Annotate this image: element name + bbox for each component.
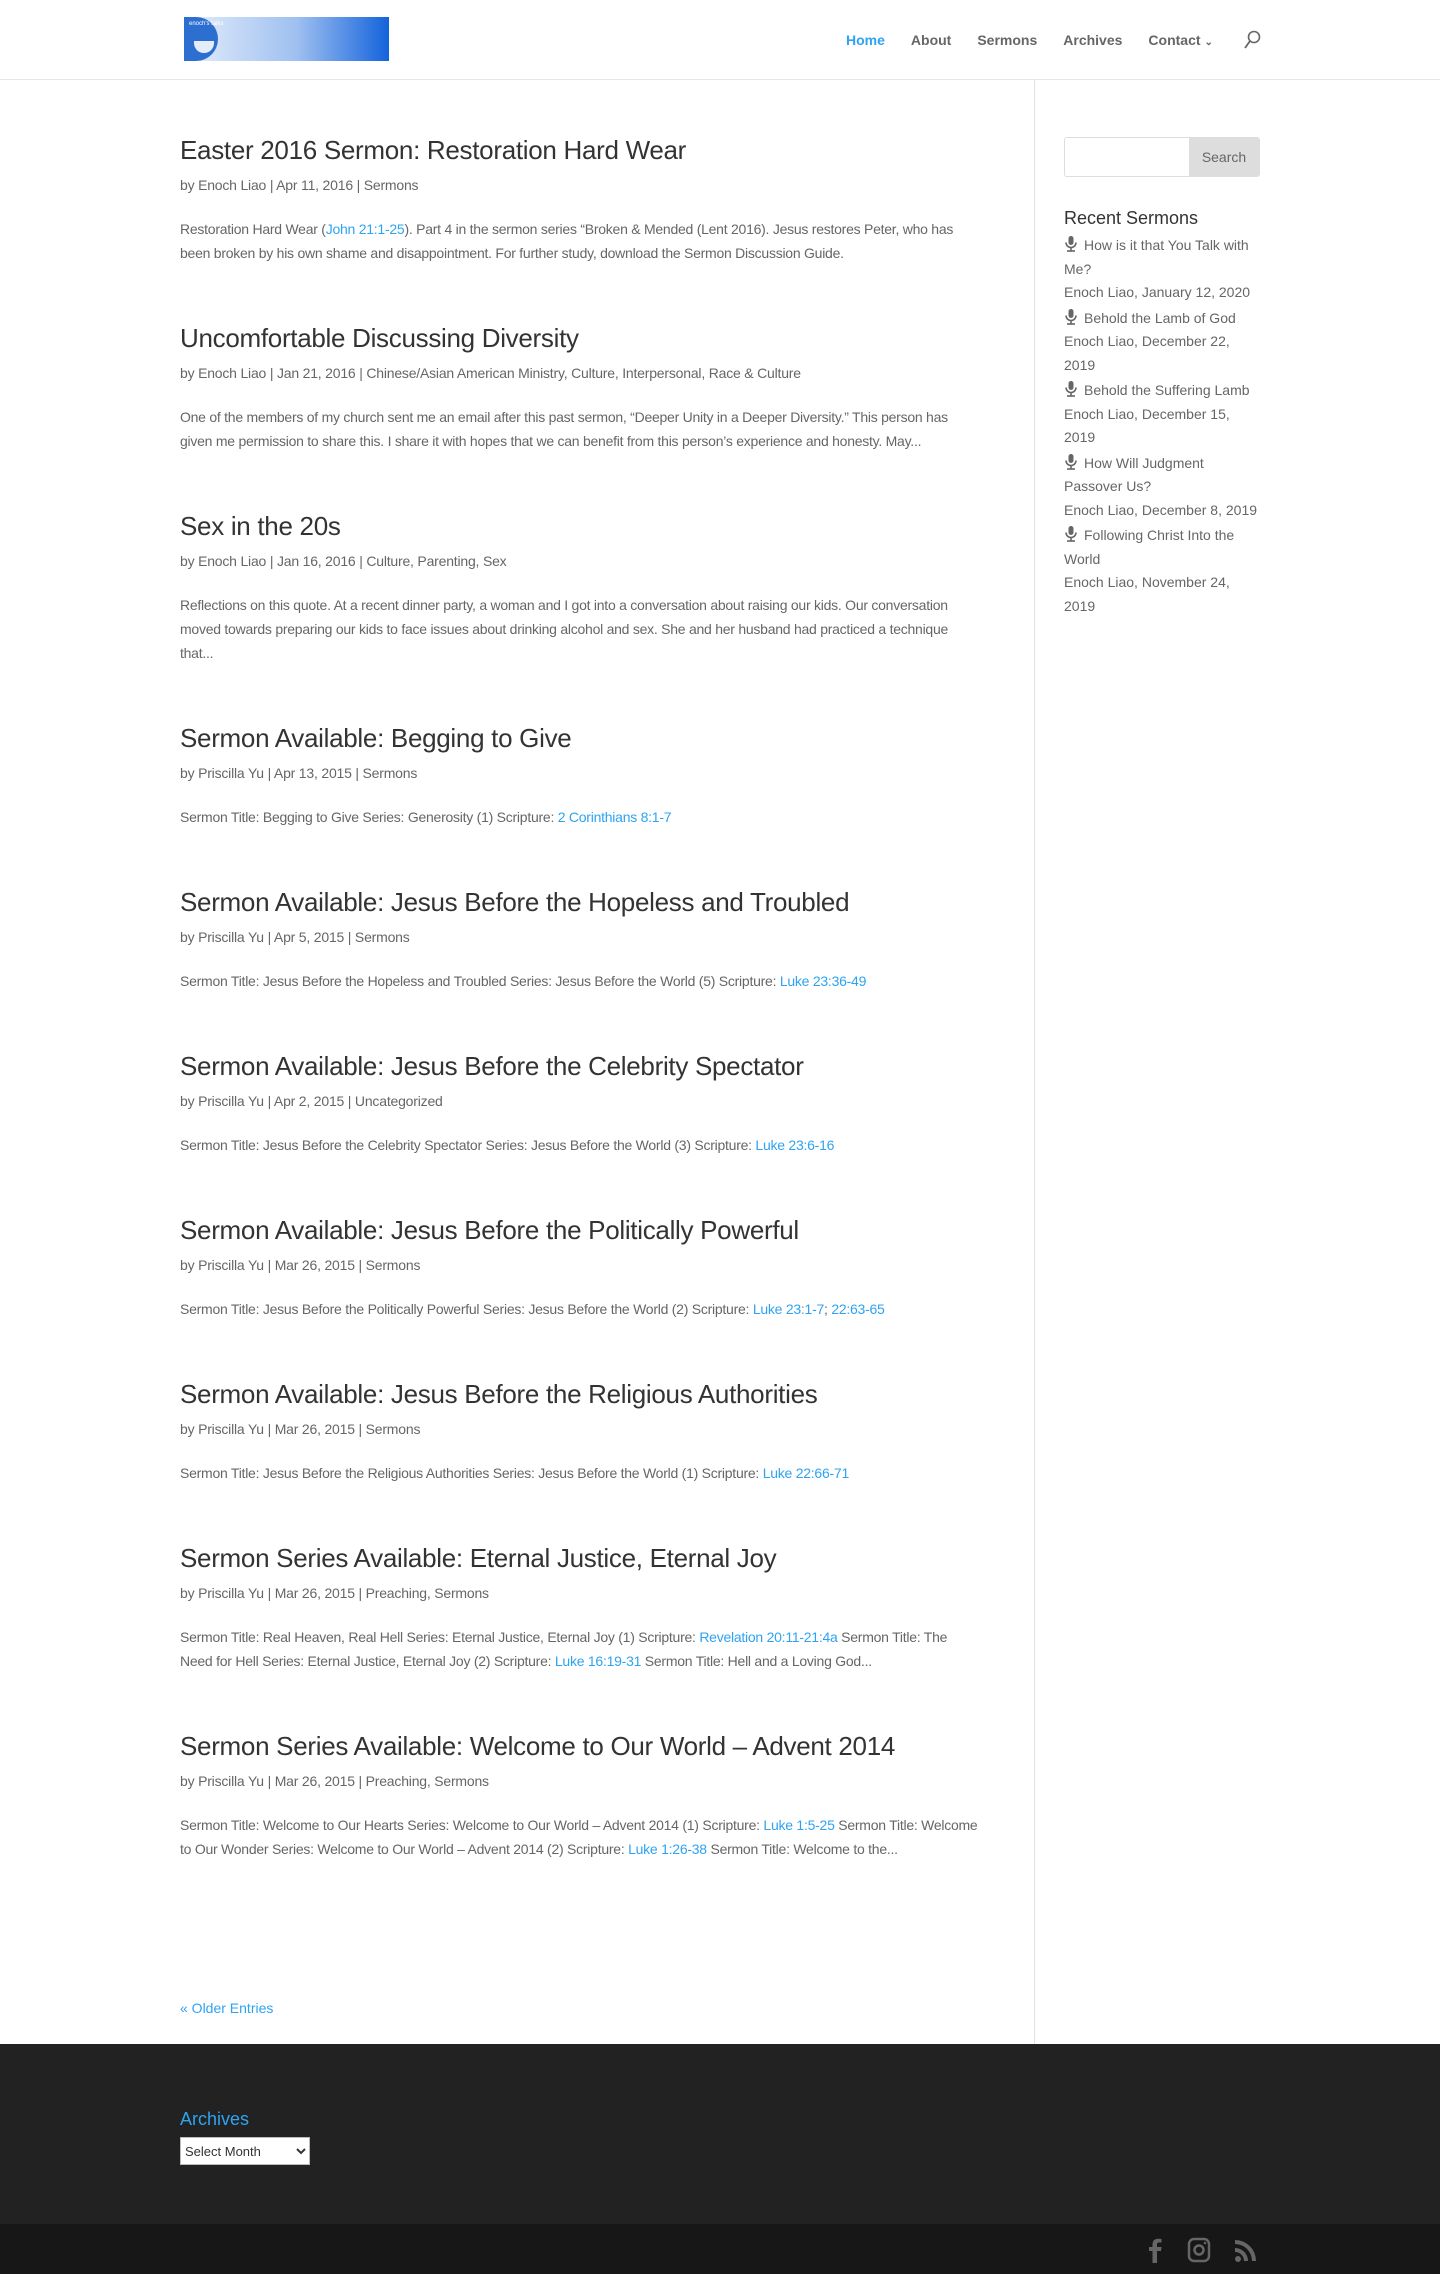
- recent-sermon-item: [1064, 234, 1260, 305]
- post-meta: by Priscilla Yu | Mar 26, 2015 | Preaching, Sermons: [180, 1585, 489, 1601]
- recent-sermon-byline: Enoch Liao, January 12, 2020: [1064, 284, 1251, 300]
- post-title[interactable]: Sermon Series Available: Welcome to Our World – Advent 2014: [180, 1731, 896, 1761]
- scripture-link[interactable]: 2 Corinthians 8:1-7: [557, 809, 672, 825]
- post-excerpt: [180, 969, 980, 993]
- nav-contact[interactable]: [1148, 30, 1213, 53]
- excerpt-text: Sermon Title: Welcome to the...: [706, 1841, 898, 1857]
- scripture-link[interactable]: Luke 1:26-38: [628, 1841, 707, 1857]
- rss-icon[interactable]: [1234, 2237, 1258, 2263]
- search-icon[interactable]: [1243, 30, 1261, 50]
- recent-sermon-byline: Enoch Liao, November 24, 2019: [1064, 574, 1230, 614]
- post: [180, 132, 980, 265]
- post-title[interactable]: Easter 2016 Sermon: Restoration Hard Wear: [180, 135, 687, 165]
- post-title[interactable]: Uncomfortable Discussing Diversity: [180, 323, 579, 353]
- post-excerpt: [180, 1461, 980, 1485]
- post-meta: by Priscilla Yu | Apr 2, 2015 | Uncategorized: [180, 1093, 443, 1109]
- post: [180, 508, 980, 665]
- search-input[interactable]: [1065, 138, 1189, 176]
- post-meta: by Priscilla Yu | Apr 13, 2015 | Sermons: [180, 765, 418, 781]
- post-excerpt: [180, 593, 980, 665]
- nav-archives[interactable]: Archives: [1063, 32, 1123, 48]
- sidebar: [1064, 137, 1260, 618]
- microphone-icon: [1064, 309, 1078, 325]
- post-list: [180, 132, 980, 1916]
- older-entries-link[interactable]: « Older Entries: [180, 2000, 274, 2016]
- excerpt-text: ;: [824, 1301, 832, 1317]
- site-header: [0, 0, 1440, 80]
- excerpt-text: Sermon Title: Jesus Before the Religious Authorities Series: Jesus Before the World (1) Scripture:: [180, 1465, 763, 1481]
- footer-bottom-bar: [0, 2224, 1440, 2274]
- footer-archives-title: Archives: [180, 2109, 250, 2129]
- logo-text: enoch's talks: [189, 21, 224, 27]
- post-title[interactable]: Sermon Available: Jesus Before the Politically Powerful: [180, 1215, 799, 1245]
- post-meta: by Priscilla Yu | Mar 26, 2015 | Sermons: [180, 1257, 421, 1273]
- excerpt-text: Sermon Title: Jesus Before the Hopeless and Troubled Series: Jesus Before the World (5) Scripture:: [180, 973, 780, 989]
- scripture-link[interactable]: Revelation 20:11-21:4a: [699, 1629, 838, 1645]
- chevron-down-icon: ⌄: [1204, 37, 1213, 48]
- post: [180, 1376, 980, 1485]
- post: [180, 320, 980, 453]
- recent-sermon-item: [1064, 307, 1260, 378]
- search-form: [1064, 137, 1260, 177]
- archives-month-select[interactable]: [180, 2137, 310, 2165]
- excerpt-text: Sermon Title: Welcome to Our Wonder Series: Welcome to Our World – Advent 2014 (2) Scripture:: [180, 1817, 978, 1857]
- recent-sermon-byline: Enoch Liao, December 15, 2019: [1064, 405, 1230, 445]
- post-excerpt: [180, 1813, 980, 1861]
- nav-contact-label: Contact: [1148, 32, 1201, 48]
- post: [180, 1728, 980, 1861]
- recent-sermon-link[interactable]: How Will Judgment Passover Us?: [1064, 454, 1204, 494]
- recent-sermon-byline: Enoch Liao, December 8, 2019: [1064, 501, 1258, 518]
- post-excerpt: [180, 1297, 980, 1321]
- post: [180, 1540, 980, 1673]
- microphone-icon: [1064, 381, 1078, 397]
- microphone-icon: [1064, 454, 1078, 470]
- recent-sermon-item: [1064, 379, 1260, 450]
- scripture-link[interactable]: Luke 23:36-49: [779, 973, 867, 989]
- post-title[interactable]: Sermon Available: Jesus Before the Hopeless and Troubled: [180, 887, 850, 917]
- post-excerpt: [180, 217, 980, 265]
- search-button[interactable]: Search: [1189, 138, 1259, 176]
- microphone-icon: [1064, 236, 1078, 252]
- excerpt-text: Sermon Title: The Need for Hell Series: Eternal Justice, Eternal Joy (2) Scripture:: [180, 1629, 948, 1669]
- excerpt-text: Sermon Title: Jesus Before the Politically Powerful Series: Jesus Before the World (2) Scripture:: [180, 1301, 753, 1317]
- post-excerpt: [180, 1133, 980, 1157]
- post: [180, 1212, 980, 1321]
- post-meta: by Priscilla Yu | Mar 26, 2015 | Preaching, Sermons: [180, 1773, 489, 1789]
- facebook-icon[interactable]: [1143, 2237, 1167, 2263]
- post-excerpt: [180, 1625, 980, 1673]
- footer-widgets: [0, 2044, 1440, 2224]
- post-meta: by Priscilla Yu | Apr 5, 2015 | Sermons: [180, 929, 410, 945]
- excerpt-text: Sermon Title: Welcome to Our Hearts Series: Welcome to Our World – Advent 2014 (1) Scripture:: [180, 1817, 764, 1833]
- recent-sermon-link[interactable]: How is it that You Talk with Me?: [1064, 237, 1249, 277]
- nav-sermons[interactable]: Sermons: [977, 32, 1038, 48]
- scripture-link[interactable]: John 21:1-25: [325, 221, 405, 237]
- excerpt-text: Restoration Hard Wear (: [180, 221, 326, 237]
- recent-sermon-link[interactable]: Behold the Lamb of God: [1084, 309, 1236, 326]
- recent-sermon-item: [1064, 452, 1260, 523]
- excerpt-text: Reflections on this quote. At a recent dinner party, a woman and I got into a conversation about raising our kids. Our conversation moved towards preparing our kids to face issues about drinking alcohol and sex. She and her husband had practiced a technique that...: [180, 597, 949, 661]
- post-title[interactable]: Sermon Series Available: Eternal Justice, Eternal Joy: [180, 1543, 777, 1573]
- post-meta: by Enoch Liao | Apr 11, 2016 | Sermons: [180, 177, 419, 193]
- recent-sermons-list: [1064, 234, 1260, 618]
- scripture-link[interactable]: Luke 23:6-16: [755, 1137, 835, 1153]
- site-logo[interactable]: [184, 17, 389, 61]
- recent-sermon-link[interactable]: Behold the Suffering Lamb: [1084, 382, 1250, 398]
- instagram-icon[interactable]: [1187, 2237, 1211, 2263]
- post-meta: by Enoch Liao | Jan 21, 2016 | Chinese/Asian American Ministry, Culture, Interpersonal, Race & Culture: [180, 365, 801, 381]
- post: [180, 884, 980, 993]
- scripture-link[interactable]: Luke 22:66-71: [762, 1465, 849, 1481]
- scripture-link[interactable]: Luke 16:19-31: [554, 1653, 642, 1669]
- post-meta: by Enoch Liao | Jan 16, 2016 | Culture, Parenting, Sex: [180, 553, 507, 569]
- recent-sermon-link[interactable]: Following Christ Into the World: [1064, 527, 1235, 567]
- post-title[interactable]: Sermon Available: Jesus Before the Religious Authorities: [180, 1379, 818, 1409]
- post-meta: by Priscilla Yu | Mar 26, 2015 | Sermons: [180, 1421, 421, 1437]
- excerpt-text: Sermon Title: Begging to Give Series: Generosity (1) Scripture:: [180, 809, 558, 825]
- recent-sermons-title: Recent Sermons: [1064, 208, 1199, 228]
- post: [180, 1048, 980, 1157]
- scripture-link[interactable]: Luke 1:5-25: [763, 1817, 835, 1833]
- post-title[interactable]: Sermon Available: Jesus Before the Celebrity Spectator: [180, 1051, 804, 1081]
- microphone-icon: [1064, 526, 1078, 542]
- main-nav: [846, 30, 1213, 53]
- scripture-link[interactable]: Luke 23:1-7: [752, 1301, 825, 1317]
- post-excerpt: [180, 405, 980, 453]
- nav-home[interactable]: Home: [846, 32, 885, 48]
- recent-sermon-byline: Enoch Liao, December 22, 2019: [1064, 333, 1230, 373]
- excerpt-text: Sermon Title: Jesus Before the Celebrity Spectator Series: Jesus Before the World (3) Scripture:: [180, 1137, 756, 1153]
- post: [180, 720, 980, 829]
- excerpt-text: Sermon Title: Real Heaven, Real Hell Series: Eternal Justice, Eternal Joy (1) Scripture:: [180, 1629, 700, 1645]
- sidebar-divider: [1034, 80, 1035, 2044]
- nav-about[interactable]: About: [910, 32, 952, 48]
- excerpt-text: One of the members of my church sent me an email after this past sermon, “Deeper Unity in a Deeper Diversity.” This person has given me permission to share this. I share it with hopes that we can benefit from this person’s experience and honesty. May...: [180, 409, 948, 449]
- recent-sermon-item: [1064, 524, 1260, 618]
- post-title[interactable]: Sermon Available: Begging to Give: [180, 723, 572, 753]
- excerpt-text: ). Part 4 in the sermon series “Broken & Mended (Lent 2016). Jesus restores Peter, who has been broken by his own shame and disappointment. For further study, download the Sermon Discussion Guide.: [180, 221, 954, 261]
- scripture-link[interactable]: 22:63-65: [831, 1301, 885, 1317]
- excerpt-text: Sermon Title: Hell and a Loving God...: [641, 1653, 872, 1669]
- post-title[interactable]: Sex in the 20s: [180, 511, 341, 541]
- post-excerpt: [180, 805, 980, 829]
